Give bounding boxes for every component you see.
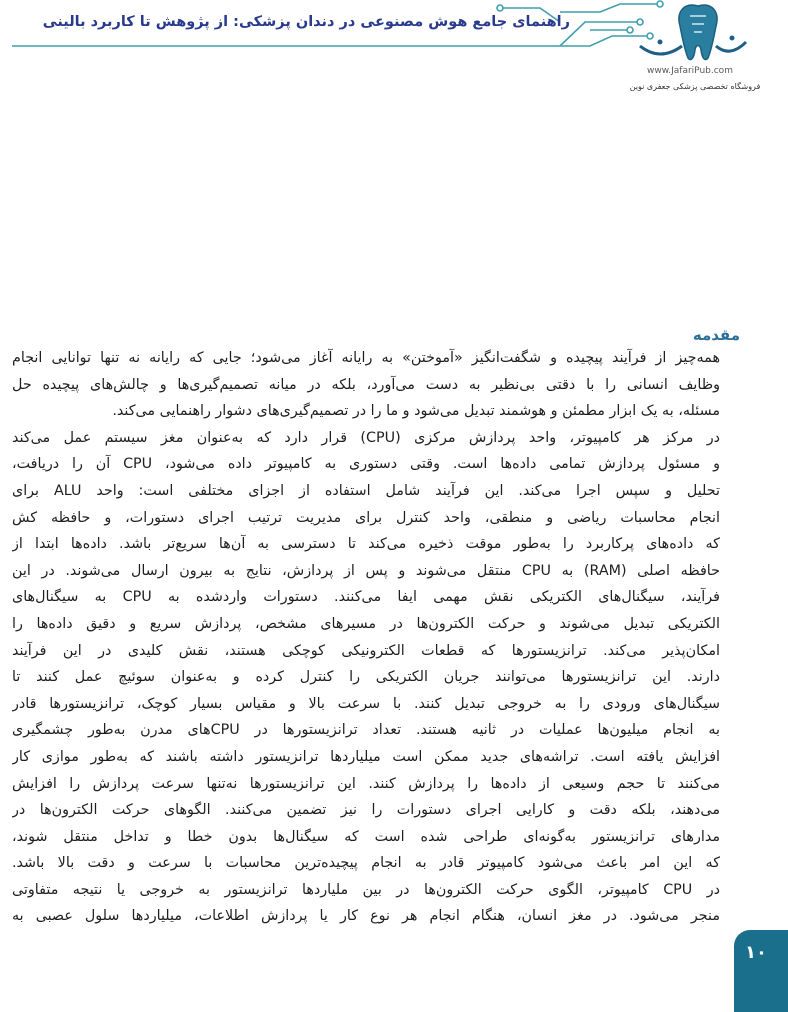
text-line: امکان‌پذیر می‌کند. ترانزیستورها که قطعات الکترونیکی کوچکی هستند، نقش کلیدی در این فرآیند <box>12 642 720 659</box>
text-line: و مسئول پردازش تمامی داده‌ها است. وقتی دستوری به کامپیوتر داده می‌شود، CPU آن را دریافت، <box>12 456 720 473</box>
text-line: می‌دهند، بلکه دقت و کارایی اجرای دستورات را نیز تضمین می‌کنند. الگوهای حرکت الکترون‌ها در <box>12 802 720 819</box>
text-line: حافظه اصلی (RAM) به CPU منتقل می‌شوند و پس از پردازش، نتایج به بیرون ارسال می‌شوند. در این <box>12 562 720 579</box>
text-line: افزایش یافته است. تراشه‌های جدید ممکن است میلیاردها ترانزیستور داشته باشند که به‌طور موازی کار <box>12 748 720 765</box>
logo-caption: فروشگاه تخصصی پزشکی جعفری نوین <box>629 82 761 91</box>
text-line: مسئله، به یک ابزار مطمئن و هوشمند تبدیل می‌شود و ما را در تصمیم‌گیری‌های دشوار راهنمایی می‌کند. <box>112 403 720 420</box>
text-line: انجام محاسبات ریاضی و منطقی، واحد کنترل برای مدیریت ترتیب اجرای دستورات، و حافظه کش <box>12 509 720 526</box>
text-line: که این امر باعث می‌شود کامپیوتر قادر به انجام پیچیده‌ترین محاسبات با سرعت و دقت بالا باشد. <box>12 855 720 872</box>
section-heading: مقدمه <box>692 326 740 344</box>
text-line: سیگنال‌های ورودی را به خروجی تبدیل کنند. با سرعت بالا و مقیاس بسیار کوچک، ترانزیستورها قادر <box>12 695 720 712</box>
page-number: ۱۰ <box>745 942 767 963</box>
text-line: به انجام میلیون‌ها عملیات در ثانیه هستند. تعداد ترانزیستورها در CPUهای مدرن به‌طور چشمگیری <box>12 722 720 739</box>
text-line: همه‌چیز از فرآیند پیچیده و شگفت‌انگیز «آموختن» به رایانه آغاز می‌شود؛ جایی که رایانه نه تنها توانایی انجام <box>12 350 720 366</box>
running-header-title: راهنمای جامع هوش مصنوعی در دندان پزشکی: از پژوهش تا کاربرد بالینی <box>42 14 570 30</box>
text-line: تحلیل و سپس اجرا می‌کند. این فرآیند شامل استفاده از اجزای مختلفی است: واحد ALU برای <box>12 482 720 499</box>
publisher-logo <box>620 2 770 102</box>
page-number-tab <box>734 930 788 1012</box>
text-line: مدارهای ترانزیستور به‌گونه‌ای طراحی شده است که سیگنال‌ها بدون خطا و تداخل منتقل شوند، <box>12 828 720 845</box>
logo-website: www.JafariPub.com <box>647 66 733 76</box>
text-line: منجر می‌شود. در مغز انسان، هنگام انجام هر نوع کار یا پردازش اطلاعات، میلیاردها سلول عصبی به <box>12 908 720 925</box>
body-paragraph <box>12 345 720 930</box>
text-line: دارند. این ترانزیستورها می‌توانند جریان الکتریکی را کنترل کرده و به‌عنوان سوئیچ عمل کنند تا <box>12 669 720 686</box>
text-line: می‌کنند تا حجم وسیعی از داده‌ها را پردازش کنند. این ترانزیستورها نه‌تنها سرعت پردازش را افزایش <box>12 775 720 792</box>
text-line: که داده‌های پرکاربرد را به‌طور موقت ذخیره می‌کند تا دسترسی به آن‌ها سریع‌تر باشد. داده‌ها ابتدا از <box>12 536 720 553</box>
text-line: در مرکز هر کامپیوتر، واحد پردازش مرکزی (CPU) قرار دارد که به‌عنوان مغز سیستم عمل می‌کند <box>12 429 720 446</box>
text-line: فرآیند، سیگنال‌های الکتریکی نقش مهمی ایفا می‌کنند. دستورات واردشده به CPU به سیگنال‌های <box>12 589 720 606</box>
text-line: در CPU کامپیوتر، الگوی حرکت الکترون‌ها در بین ملیاردها ترانزیستور به خروجی یا نتیجه متفاوتی <box>12 881 720 898</box>
text-line: وظایف انسانی را با دقتی بی‌نظیر به دست می‌آورد، بلکه در میانه تصمیم‌گیری‌ها و چالش‌های پیچیده حل <box>12 376 720 393</box>
tooth-logo-icon <box>620 2 760 66</box>
text-line: الکتریکی تبدیل می‌شوند و حرکت الکترون‌ها در مسیرهای مشخص، پردازش سریع و دقیق داده‌ها را <box>12 615 720 632</box>
